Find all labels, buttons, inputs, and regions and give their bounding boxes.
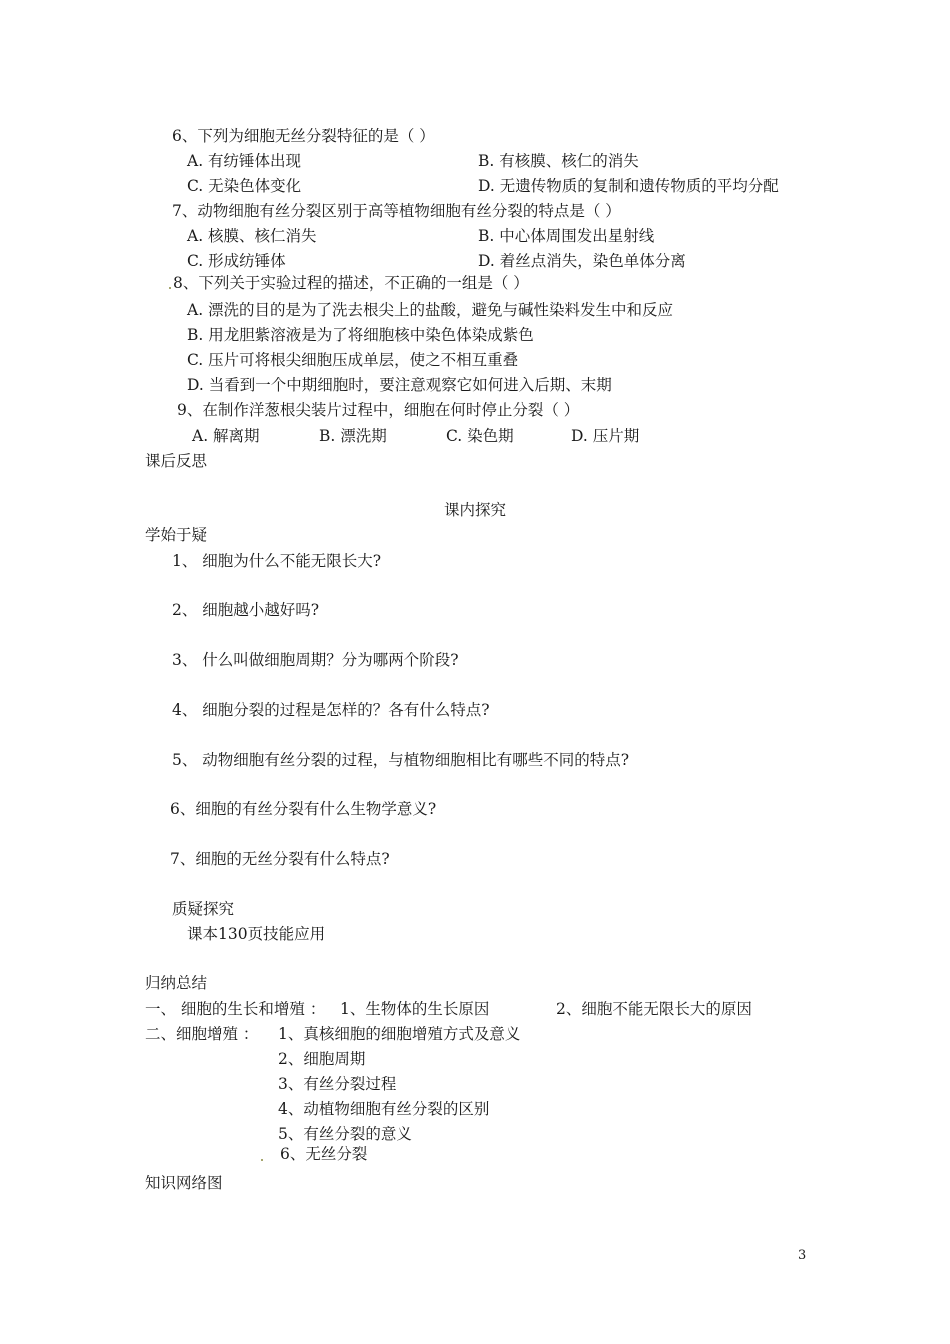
- summary-heading: 归纳总结: [145, 974, 208, 992]
- q8-option-b: B. 用龙胆紫溶液是为了将细胞核中染色体染成紫色: [187, 326, 534, 344]
- inquiry-item-1: 1、 细胞为什么不能无限长大?: [172, 552, 382, 570]
- summary-line-2-label: 二、细胞增殖 ：: [145, 1025, 259, 1043]
- summary-item-4: 4、动植物细胞有丝分裂的区别: [278, 1100, 490, 1118]
- q8-option-d: D. 当看到一个中期细胞时，要注意观察它如何进入后期、末期: [187, 376, 612, 394]
- q9-option-d: D. 压片期: [571, 427, 640, 445]
- speck-mark: [169, 287, 171, 289]
- summary-item-3: 3、有丝分裂过程: [278, 1075, 397, 1093]
- summary-line-1-label: 一、 细胞的生长和增殖 ：: [145, 1000, 326, 1018]
- q7-stem: 7、动物细胞有丝分裂区别于高等植物细胞有丝分裂的特点是（ ）: [172, 202, 621, 220]
- summary-item-1: 1、真核细胞的细胞增殖方式及意义: [278, 1025, 521, 1043]
- speck-mark: [261, 1159, 263, 1161]
- q7-option-c: C. 形成纺锤体: [187, 252, 286, 270]
- q9-option-a: A. 解离期: [192, 427, 260, 445]
- q6-option-b: B. 有核膜、核仁的消失: [478, 152, 639, 170]
- q9-option-b: B. 漂洗期: [319, 427, 387, 445]
- textbook-reference: 课本130页技能应用: [187, 925, 326, 943]
- summary-line-1-item-1: 1、生物体的生长原因: [340, 1000, 490, 1018]
- q6-option-c: C. 无染色体变化: [187, 177, 302, 195]
- inquiry-heading: 学始于疑: [145, 526, 208, 544]
- q8-option-a: A. 漂洗的目的是为了洗去根尖上的盐酸，避免与碱性染料发生中和反应: [187, 301, 674, 319]
- reflection-heading: 课后反思: [145, 452, 208, 470]
- q9-option-c: C. 染色期: [446, 427, 514, 445]
- q6-stem: 6、下列为细胞无丝分裂特征的是（ ）: [172, 127, 435, 145]
- q8-stem: 8、下列关于实验过程的描述，不正确的一组是（ ）: [173, 274, 529, 292]
- q7-option-a: A. 核膜、核仁消失: [187, 227, 317, 245]
- summary-item-5: 5、有丝分裂的意义: [278, 1125, 412, 1143]
- summary-item-2: 2、细胞周期: [278, 1050, 366, 1068]
- q9-stem: 9、在制作洋葱根尖装片过程中，细胞在何时停止分裂（ ）: [177, 401, 580, 419]
- page-number: 3: [798, 1248, 807, 1263]
- q6-option-a: A. 有纺锤体出现: [187, 152, 302, 170]
- q7-option-b: B. 中心体周围发出星射线: [478, 227, 655, 245]
- inquiry-item-6: 6、细胞的有丝分裂有什么生物学意义?: [170, 800, 437, 818]
- knowledge-network-heading: 知识网络图: [145, 1174, 223, 1192]
- summary-item-6: 6、无丝分裂: [280, 1145, 368, 1163]
- section-title: 课内探究: [443, 501, 506, 519]
- questioning-heading: 质疑探究: [172, 900, 235, 918]
- inquiry-item-2: 2、 细胞越小越好吗?: [172, 601, 320, 619]
- inquiry-item-5: 5、 动物细胞有丝分裂的过程，与植物细胞相比有哪些不同的特点?: [172, 751, 630, 769]
- inquiry-item-4: 4、 细胞分裂的过程是怎样的？各有什么特点?: [172, 701, 490, 719]
- q7-option-d: D. 着丝点消失，染色单体分离: [478, 252, 686, 270]
- inquiry-item-3: 3、 什么叫做细胞周期？分为哪两个阶段?: [172, 651, 459, 669]
- q8-option-c: C. 压片可将根尖细胞压成单层，使之不相互重叠: [187, 351, 519, 369]
- inquiry-item-7: 7、细胞的无丝分裂有什么特点?: [170, 850, 390, 868]
- summary-line-1-item-2: 2、细胞不能无限长大的原因: [556, 1000, 752, 1018]
- q6-option-d: D. 无遗传物质的复制和遗传物质的平均分配: [478, 177, 779, 195]
